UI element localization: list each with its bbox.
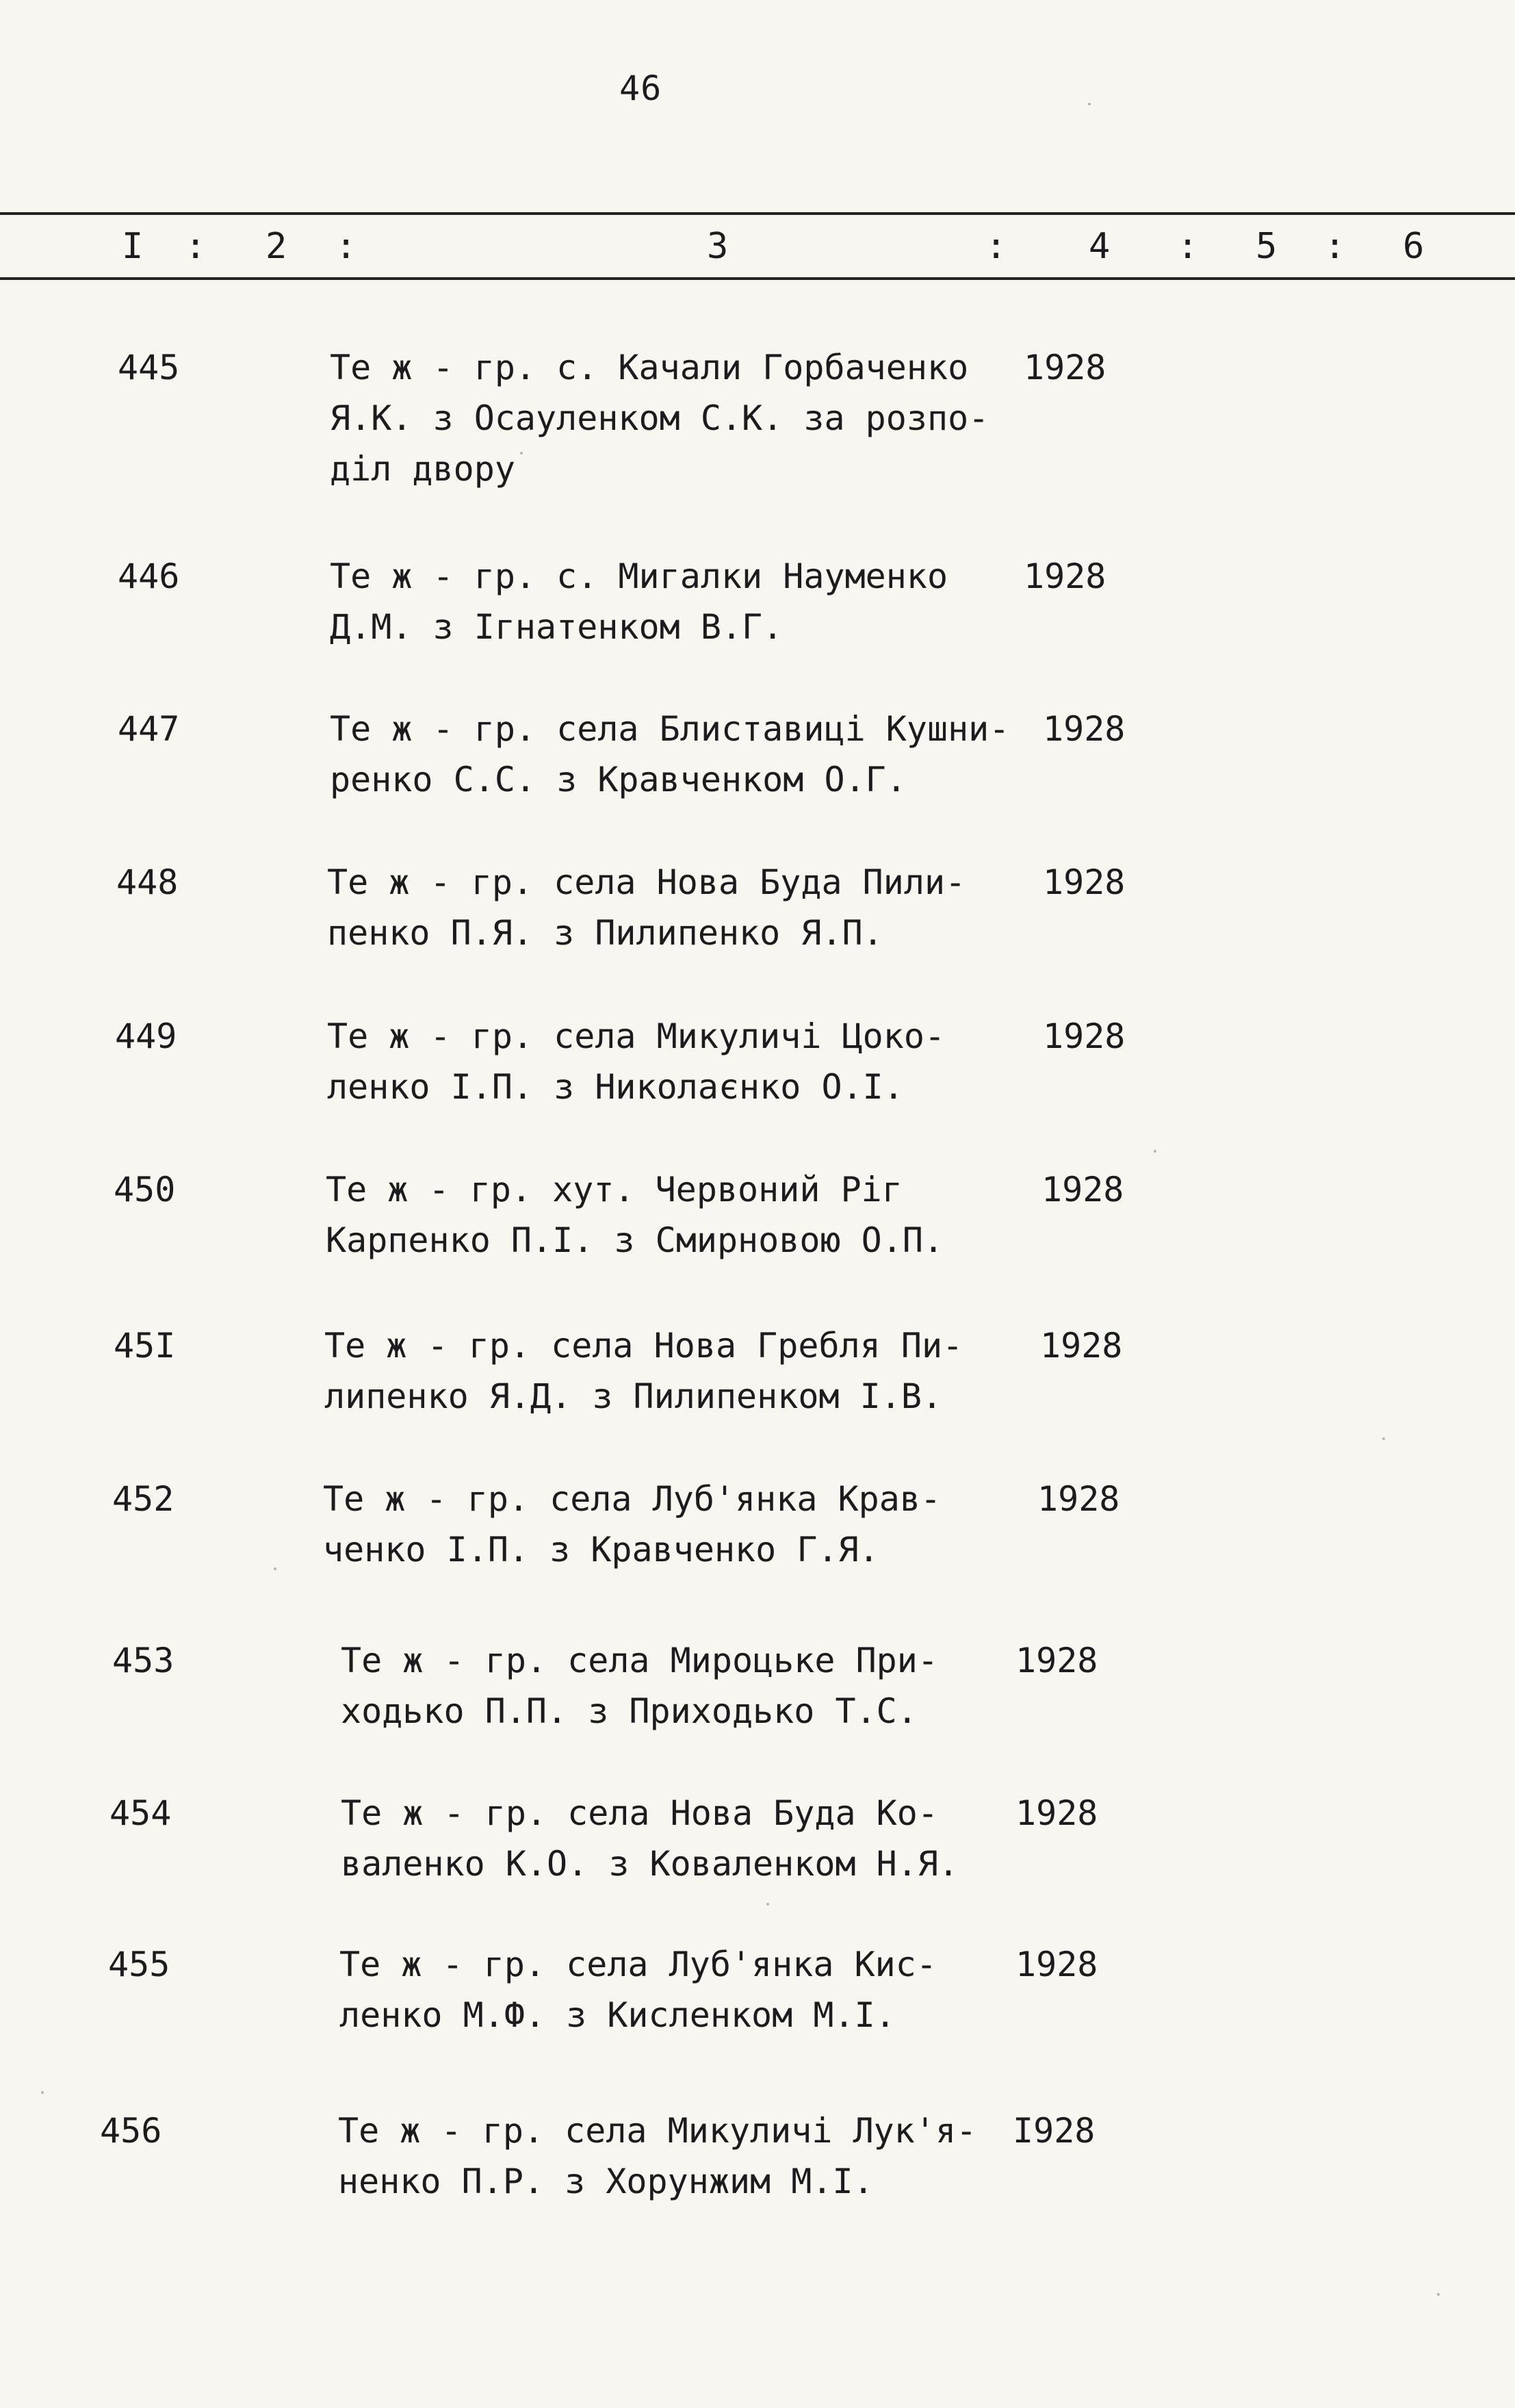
entry-description-line: ренко С.С. з Кравченком О.Г. (330, 760, 907, 799)
entry-number: 45I (114, 1326, 176, 1366)
column-separator: : (1177, 226, 1199, 267)
entry-year: 1928 (1015, 1945, 1098, 1984)
column-separator: : (1324, 226, 1346, 267)
entry-year: 1928 (1015, 1793, 1098, 1833)
scan-speck (1154, 1150, 1156, 1153)
entry-year: 1928 (1024, 348, 1106, 387)
entry-description-line: Те ж - гр. села Микуличі Цоко- (327, 1016, 946, 1056)
scan-speck (1437, 2293, 1440, 2296)
entry-description-line: Те ж - гр. села Микуличі Лук'я- (338, 2111, 977, 2151)
entry-number: 445 (118, 348, 180, 387)
entry-description-line: ходько П.П. з Приходько Т.С. (341, 1691, 918, 1731)
entry-description-line: Я.К. з Осауленком С.К. за розпо- (330, 398, 989, 438)
page-number: 46 (619, 68, 662, 108)
scan-speck (766, 1903, 769, 1906)
column-header-5: 5 (1256, 226, 1278, 267)
entry-number: 446 (118, 556, 180, 596)
entry-number: 448 (116, 862, 179, 902)
entry-year: 1928 (1037, 1479, 1120, 1519)
entry-description-line: Те ж - гр. села Луб'янка Крав- (323, 1479, 942, 1519)
entry-number: 449 (115, 1016, 177, 1056)
entry-number: 447 (118, 709, 180, 749)
entry-year: 1928 (1043, 862, 1126, 902)
entry-year: 1928 (1041, 1170, 1124, 1209)
entry-description-line: ненко П.Р. з Хорунжим М.І. (338, 2162, 874, 2201)
entry-year: 1928 (1043, 709, 1126, 749)
entry-number: 456 (100, 2111, 162, 2151)
entry-description-line: пенко П.Я. з Пилипенко Я.П. (327, 913, 883, 953)
entry-description-line: Те ж - гр. села Луб'янка Кис- (339, 1945, 937, 1984)
scan-speck (1088, 103, 1091, 105)
entry-description (330, 342, 1021, 494)
entry-number: 455 (108, 1945, 170, 1984)
column-separator: : (185, 226, 207, 267)
entry-description-line: Д.М. з Ігнатенком В.Г. (330, 607, 784, 647)
entry-description-line: Те ж - гр. села Нова Гребля Пи- (324, 1326, 963, 1366)
entry-year: I928 (1013, 2111, 1096, 2151)
entry-description-line: ченко І.П. з Кравченко Г.Я. (323, 1530, 879, 1570)
entry-description-line: валенко К.О. з Коваленком Н.Я. (341, 1844, 959, 1884)
entry-year: 1928 (1024, 556, 1106, 596)
entry-description (327, 1011, 1018, 1112)
entry-year: 1928 (1040, 1326, 1123, 1366)
entry-description-line: Те ж - гр. с. Мигалки Науменко (330, 556, 948, 596)
entry-description (341, 1635, 1032, 1737)
column-separator: : (985, 226, 1007, 267)
column-header-3: 3 (707, 226, 729, 267)
entry-description-line: Карпенко П.І. з Смирновою О.П. (326, 1220, 944, 1260)
scan-speck (41, 2091, 44, 2094)
entry-description (330, 704, 1021, 805)
entry-year: 1928 (1043, 1016, 1126, 1056)
entry-description (324, 1320, 1015, 1422)
entry-number: 452 (112, 1479, 174, 1519)
scan-speck (520, 452, 523, 454)
entry-description (327, 857, 1018, 958)
entry-description-line: Те ж - гр. села Мироцьке При- (341, 1641, 938, 1680)
entry-description (326, 1164, 1017, 1266)
entry-description-line: липенко Я.Д. з Пилипенком І.В. (324, 1376, 943, 1416)
entry-description (330, 551, 1021, 652)
entry-description (323, 1474, 1014, 1575)
entry-number: 453 (112, 1641, 174, 1680)
column-separator: : (335, 226, 357, 267)
entry-description (341, 1788, 1032, 1889)
entry-description-line: ленко І.П. з Николаєнко О.І. (327, 1067, 904, 1107)
entry-year: 1928 (1015, 1641, 1098, 1680)
entry-description-line: Те ж - гр. села Нова Буда Пили- (327, 862, 966, 902)
column-header-2: 2 (266, 226, 287, 267)
entry-description (338, 2105, 1029, 2207)
entry-description-line: діл двору (330, 449, 515, 489)
entry-description-line: Те ж - гр. села Нова Буда Ко- (341, 1793, 938, 1833)
entry-description (339, 1939, 1031, 2040)
column-header-1: I (122, 226, 144, 267)
entry-number: 450 (114, 1170, 176, 1209)
entry-description-line: Те ж - гр. хут. Червоний Ріг (326, 1170, 903, 1209)
scan-speck (274, 1567, 276, 1570)
column-header-4: 4 (1089, 226, 1111, 267)
entry-description-line: ленко М.Ф. з Кисленком М.І. (339, 1995, 896, 2035)
entry-description-line: Те ж - гр. села Блиставиці Кушни- (330, 709, 1010, 749)
scan-speck (1382, 1437, 1385, 1440)
column-header-6: 6 (1403, 226, 1425, 267)
entry-description-line: Те ж - гр. с. Качали Горбаченко (330, 348, 969, 387)
entry-number: 454 (109, 1793, 172, 1833)
